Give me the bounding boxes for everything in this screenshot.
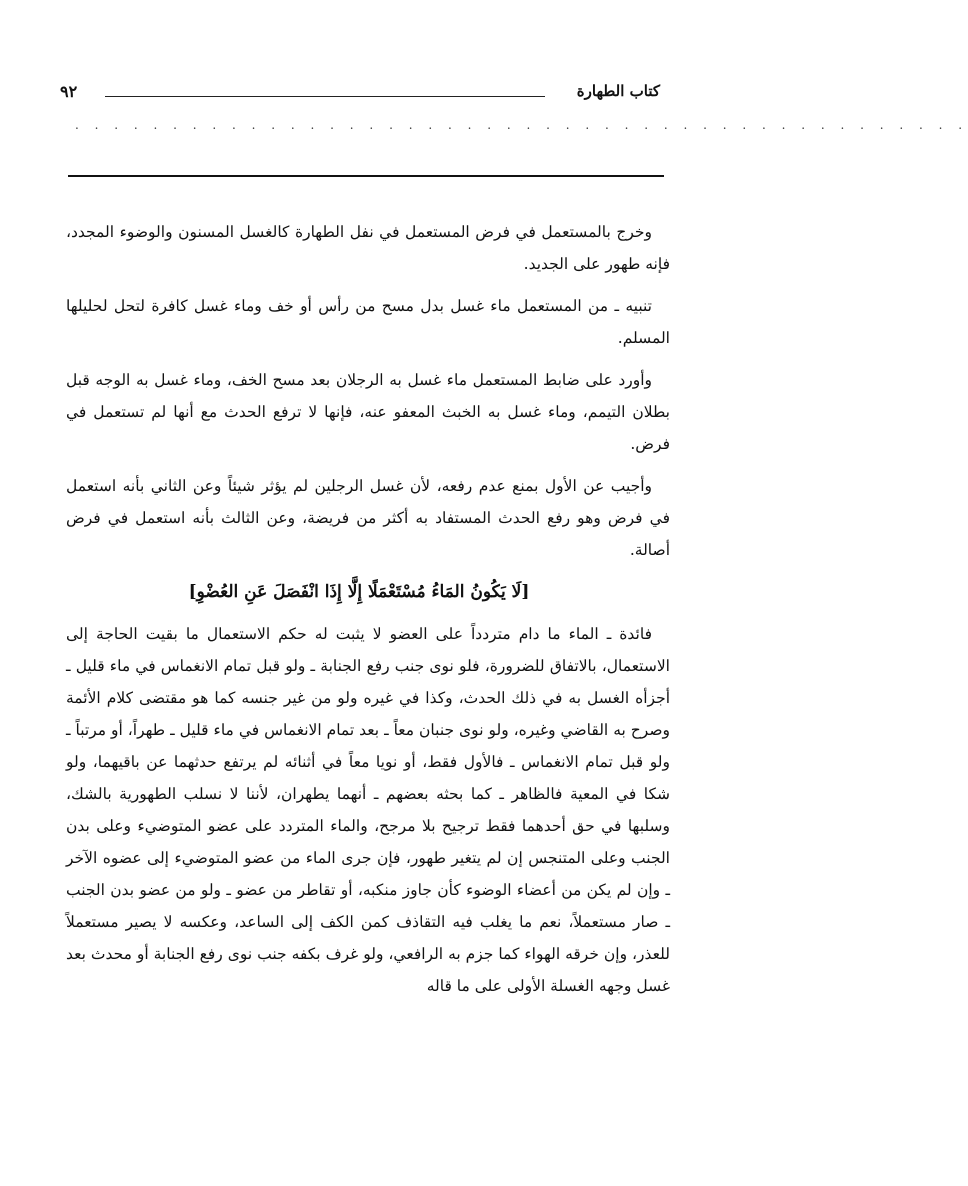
paragraph: وأورد على ضابط المستعمل ماء غسل به الرجلان بعد مسح الخف، وماء غسل به الوجه قبل بطلان التيمم، وماء غسل به الخبث المعفو عنه، فإنها لا ترفع الحدث مع أنها لم تستعمل في فرض. (66, 371, 670, 453)
paragraph: تنبيه ـ من المستعمل ماء غسل بدل مسح من رأس أو خف وماء غسل كافرة لتحل لحليلها المسلم. (66, 297, 670, 347)
main-text (66, 216, 670, 1002)
paragraph: وأجيب عن الأول بمنع عدم رفعه، لأن غسل الرجلين لم يؤثر شيئاً وعن الثاني بأنه استعمل في فرض وهو رفع الحدث المستفاد به أكثر من فريضة، وعن الثالث بأنه استعمل في فرض أصالة. (66, 477, 670, 559)
dotted-separator: . . . . . . . . . . . . . . . . . . . . . . . . . . . . . . . . . . . . . . . . . . . . . . (75, 118, 968, 132)
paragraph: فائدة ـ الماء ما دام متردداً على العضو لا يثبت له حكم الاستعمال ما بقيت الحاجة إلى الاستعمال، بالاتفاق للضرورة، فلو نوى جنب رفع الجنابة ـ ولو قبل تمام الانغماس في ماء قليل ـ أجزأه الغسل به في ذلك الحدث، وكذا في غيره ولو من غير جنسه كما هو مقتضى كلام الأئمة وصرح به القاضي وغيره، ولو نوى جنبان معاً ـ بعد تمام الانغماس في ماء قليل ـ طهراً، أو مرتباً ـ ولو قبل تمام الانغماس ـ فالأول فقط، أو نويا معاً في أثنائه لم يرتفع حدثهما عن باقيهما، ولو شكا في المعية فالظاهر ـ كما بحثه بعضهم ـ أنهما يطهران، لأننا لا نسلب الطهورية بالشك، وسلبها في حق أحدهما فقط ترجيح بلا مرجح، والماء المتردد على عضو المتوضيء وعلى بدن الجنب وعلى المتنجس إن لم يتغير طهور، فإن جرى الماء من عضو المتوضيء إلى عضوه الآخر ـ وإن لم يكن من أعضاء الوضوء كأن جاوز منكبه، أو تقاطر من عضو ـ ولو من عضو بدن الجنب ـ صار مستعملاً، نعم ما يغلب فيه التقاذف كمن الكف إلى الساعد، وعكسه لا يصير مستعملاً للعذر، وإن خرقه الهواء كما جزم به الرافعي، ولو غرف بكفه جنب نوى رفع الجنابة أو محدث بعد غسل وجهه الغسلة الأولى على ما قاله (66, 625, 670, 995)
paragraph: وخرج بالمستعمل في فرض المستعمل في نفل الطهارة كالغسل المسنون والوضوء المجدد، فإنه طهور على الجديد. (66, 223, 670, 273)
page-number: ٩٢ (60, 82, 78, 101)
section-heading: [لَا يَكُونُ المَاءُ مُسْتَعْمَلًا إِلَّا إِذَا انْفَصَلَ عَنِ العُضْوِ] (188, 582, 530, 602)
top-divider (68, 175, 664, 177)
running-header (60, 82, 670, 112)
chapter-title: كتاب الطهارة (576, 82, 660, 100)
header-rule (105, 96, 545, 97)
